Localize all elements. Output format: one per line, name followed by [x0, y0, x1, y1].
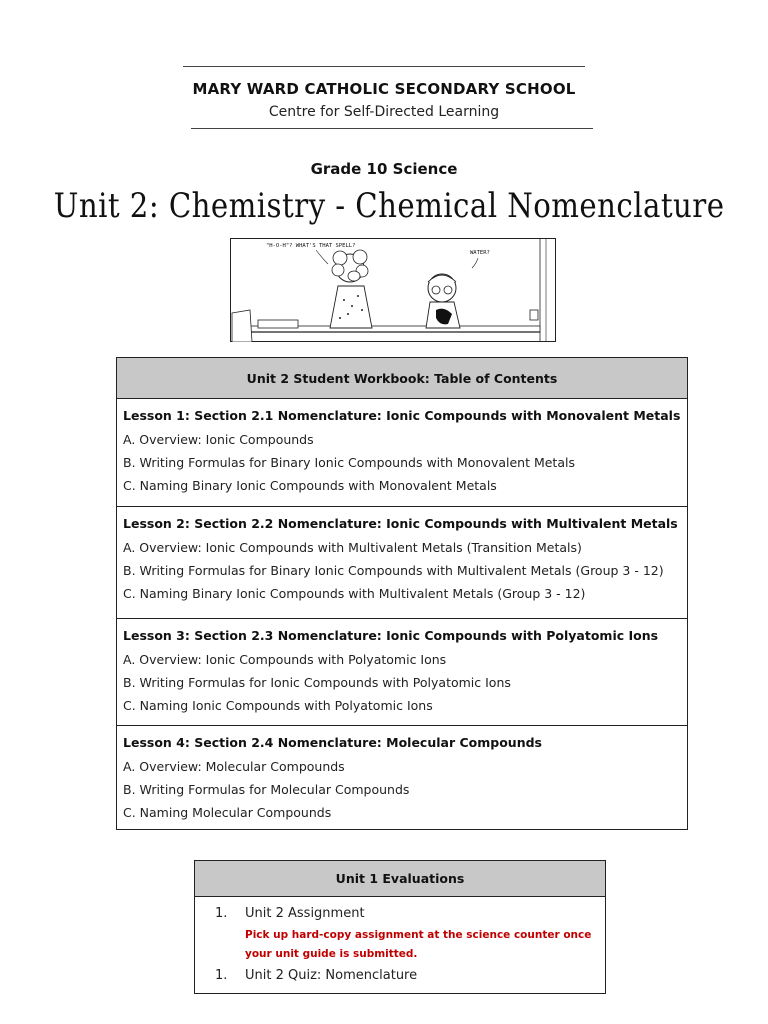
- lesson-1: [117, 399, 687, 507]
- evaluations-heading: Unit 1 Evaluations: [195, 861, 605, 897]
- centre-name: Centre for Self-Directed Learning: [268, 104, 500, 120]
- school-name: MARY WARD CATHOLIC SECONDARY SCHOOL: [192, 80, 576, 98]
- comic-left-bubble: "H-O-H"? WHAT'S THAT SPELL?: [266, 243, 356, 249]
- lesson-2: [117, 507, 687, 619]
- lesson-item: B. Writing Formulas for Ionic Compounds with Polyatomic Ions: [123, 675, 511, 690]
- evaluations-table: [194, 860, 606, 994]
- evaluation-item: [195, 897, 605, 995]
- evaluation-number: 1.: [215, 968, 228, 983]
- unit-title: Unit 2: Chemistry - Chemical Nomenclature: [53, 186, 725, 226]
- header-rule: [191, 128, 593, 129]
- lesson-item: B. Writing Formulas for Molecular Compounds: [123, 782, 410, 797]
- lesson-item: A. Overview: Molecular Compounds: [123, 759, 345, 774]
- lesson-title: Lesson 3: Section 2.3 Nomenclature: Ionic Compounds with Polyatomic Ions: [123, 628, 659, 643]
- evaluation-number: 1.: [215, 906, 228, 921]
- lesson-item: A. Overview: Ionic Compounds with Multivalent Metals (Transition Metals): [123, 540, 582, 555]
- lesson-4: [117, 726, 687, 830]
- lesson-item: C. Naming Binary Ionic Compounds with Monovalent Metals: [123, 478, 497, 493]
- comic-strip: [230, 238, 556, 342]
- lesson-title: Lesson 2: Section 2.2 Nomenclature: Ionic Compounds with Multivalent Metals: [123, 516, 678, 531]
- evaluation-text: Unit 2 Quiz: Nomenclature: [245, 968, 418, 983]
- grade-title: Grade 10 Science: [310, 160, 458, 178]
- lesson-item: C. Naming Molecular Compounds: [123, 805, 332, 820]
- evaluation-note: Pick up hard-copy assignment at the science counter once your unit guide is submitted.: [245, 929, 592, 960]
- evaluation-text: Unit 2 Assignment: [245, 906, 365, 921]
- comic-right-bubble: WATER?: [470, 250, 490, 256]
- lesson-item: B. Writing Formulas for Binary Ionic Compounds with Monovalent Metals: [123, 455, 575, 470]
- lesson-3: [117, 619, 687, 726]
- top-rule: [183, 66, 585, 67]
- lesson-title: Lesson 1: Section 2.1 Nomenclature: Ionic Compounds with Monovalent Metals: [123, 408, 681, 423]
- lesson-title: Lesson 4: Section 2.4 Nomenclature: Molecular Compounds: [123, 735, 542, 750]
- toc-heading: Unit 2 Student Workbook: Table of Contents: [117, 358, 687, 399]
- lesson-item: A. Overview: Ionic Compounds with Polyatomic Ions: [123, 652, 447, 667]
- lesson-item: B. Writing Formulas for Binary Ionic Compounds with Multivalent Metals (Group 3 - 12): [123, 563, 664, 578]
- table-of-contents: [116, 357, 688, 830]
- lesson-item: C. Naming Ionic Compounds with Polyatomic Ions: [123, 698, 433, 713]
- lesson-item: C. Naming Binary Ionic Compounds with Multivalent Metals (Group 3 - 12): [123, 586, 586, 601]
- lesson-item: A. Overview: Ionic Compounds: [123, 432, 314, 447]
